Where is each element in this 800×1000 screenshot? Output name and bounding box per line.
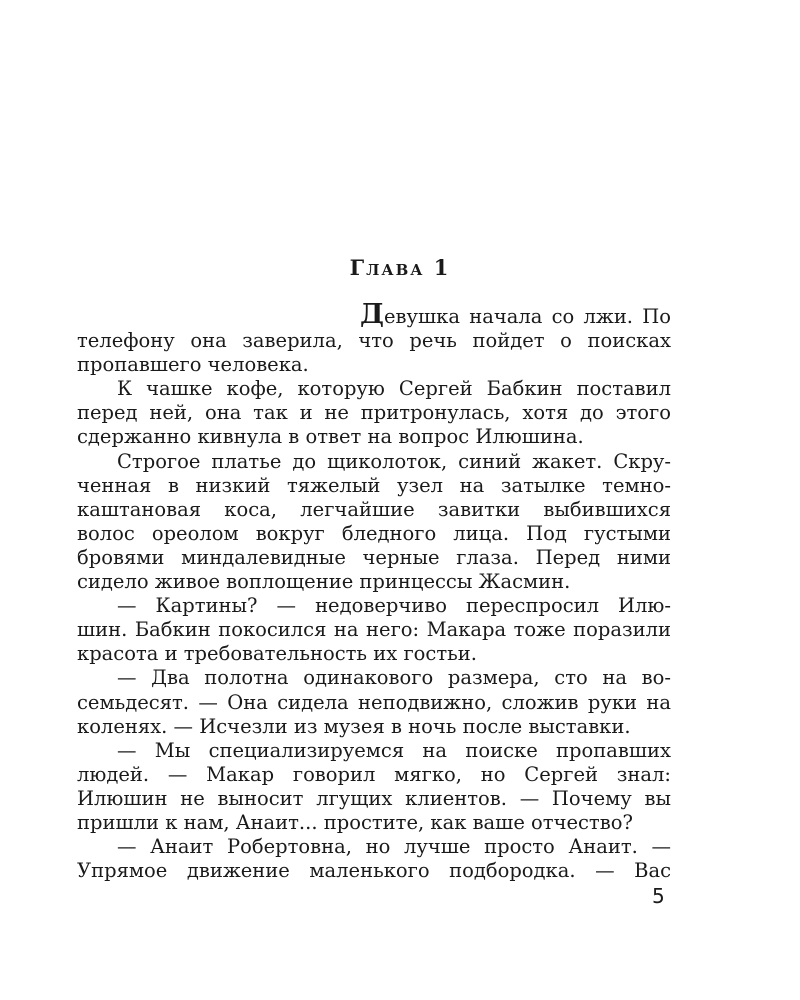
text-line: коленях. — Исчезли из музея в ночь после выставки. bbox=[77, 714, 631, 738]
text-line: шин. Бабкин покосился на него: Макара тоже поразили bbox=[77, 618, 671, 642]
text-line: бровями миндалевидные черные глаза. Перед ними bbox=[77, 545, 671, 569]
text-line: Строгое платье до щиколоток, синий жакет. Скру- bbox=[117, 449, 671, 473]
chapter-title: Глава 1 bbox=[349, 255, 451, 280]
text-line: ченная в низкий тяжелый узел на затылке темно- bbox=[77, 473, 671, 497]
text-line: сдержанно кивнула в ответ на вопрос Илюшина. bbox=[77, 425, 584, 449]
text-line: сидело живое воплощение принцессы Жасмин. bbox=[77, 570, 571, 594]
text-line-content: евушка начала со лжи. По bbox=[384, 305, 671, 328]
text-line: людей. — Макар говорил мягко, но Сергей знал: bbox=[77, 762, 671, 786]
text-line bbox=[77, 299, 671, 330]
text-line: телефону она заверила, что речь пойдет о поисках bbox=[77, 329, 671, 353]
text-line: Илюшин не выносит лгущих клиентов. — Почему вы bbox=[77, 786, 671, 810]
text-line: К чашке кофе, которую Сергей Бабкин поставил bbox=[117, 377, 671, 401]
text-line: — Мы специализируемся на поиске пропавших bbox=[117, 738, 671, 762]
body-text bbox=[77, 299, 671, 883]
drop-cap-letter: Д bbox=[360, 299, 385, 330]
text-line: красота и требовательность их гостьи. bbox=[77, 642, 477, 666]
text-line: семьдесят. — Она сидела неподвижно, сложив руки на bbox=[77, 690, 671, 714]
text-line: — Картины? — недоверчиво переспросил Илю- bbox=[117, 594, 671, 618]
text-line: — Два полотна одинакового размера, сто на во- bbox=[117, 666, 671, 690]
text-line: — Анаит Робертовна, но лучше просто Анаит. — bbox=[117, 835, 671, 859]
text-line: перед ней, она так и не притронулась, хотя до этого bbox=[77, 401, 671, 425]
text-line: пришли к нам, Анаит... простите, как ваше отчество? bbox=[77, 810, 633, 834]
text-line: пропавшего человека. bbox=[77, 353, 309, 377]
text-line: волос ореолом вокруг бледного лица. Под густыми bbox=[77, 521, 671, 545]
text-line: каштановая коса, легчайшие завитки выбившихся bbox=[77, 497, 671, 521]
text-line: Упрямое движение маленького подбородка. — Вас bbox=[77, 859, 671, 883]
page-number: 5 bbox=[652, 884, 665, 908]
